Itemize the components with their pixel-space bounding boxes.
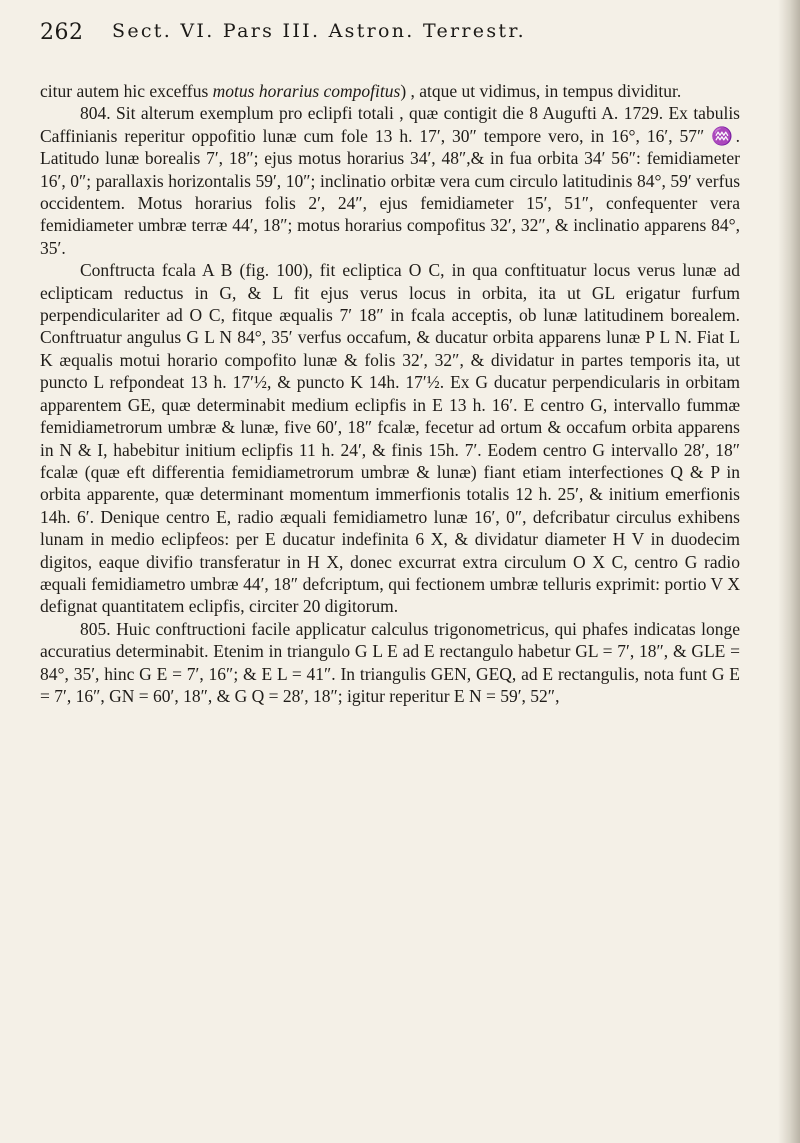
- paragraph-continuation: [40, 80, 740, 102]
- paragraph-continuation-start: citur autem hic exceffus: [40, 81, 213, 101]
- paragraph-805: 805. Huic conftructioni facile applicatur calculus trigonometricus, qui phafes indicatas longe accuratius determinabit. Etenim in triangulo G L E ad E rectangulo habetur GL = 7′, 18″, & GLE = 84°, 35′, hinc G E = 7′, 16″; & E L = 41″. In triangulis GEN, GEQ, ad E rectangulis, nota funt G E = 7′, 16″, GN = 60′, 18″, & G Q = 28′, 18″; igitur reperitur E N = 59′, 52″,: [40, 618, 740, 706]
- running-head: Sect. VI. Pars III. Astron. Terrestr.: [112, 20, 526, 42]
- paragraph-construction: Conftructa fcala A B (fig. 100), fit ecliptica O C, in qua conftituatur locus verus lunæ ad eclipticam reductus in G, & L fit ejus verus locus in orbita, ita ut GL erigatur furfum perpendiculariter ad O C, fitque æqualis 7′ 18″ in fcala acceptis, ob lunæ latitudinem borealem. Conftruatur angulus G L N 84°, 35′ verfus occafum, & ducatur orbita apparens lunæ P L N. Fiat L K æqualis motui horario compofito lunæ & folis 32′, 32″, & dividatur in partes temporis ita, ut puncto L refpondeat 13 h. 17′½, & puncto K 14h. 17′½. Ex G ducatur perpendicularis in orbitam apparentem GE, quæ determinabit medium eclipfis in E 13 h. 16′. E centro G, intervallo fummæ femidiametrorum umbræ & lunæ, five 60′, 18″ fcalæ, fecetur ad ortum & occafum orbita apparens in N & I, habebitur initium eclipfis 11 h. 24′, & finis 15h. 7′. Eodem centro G intervallo 28′, 18″ fcalæ (quæ eft differentia femidiametrorum umbræ & lunæ) fiant etiam interfectiones Q & P in orbita apparente, quæ determinant momentum immerfionis totalis 12 h. 25′, & initium emerfionis 14h. 6′. Denique centro E, radio æquali femidiametro lunæ 16′, 0″, defcribatur circulus exhibens lunam in medio eclipfeos: per E ducatur indefinita 6 X, & dividatur diameter H V in duodecim digitos, eaque divifio transferatur in H X, donec excurrat extra circulum O X C, centro G radio æquali femidiametro umbræ 44′, 18″ defcriptum, qui fectionem umbræ telluris exprimit: portio V X defignat quantitatem eclipfis, circiter 20 digitorum.: [40, 260, 740, 617]
- page-edge-shadow: [778, 0, 800, 1143]
- paragraph-continuation-end: ) , atque ut vidimus, in tempus dividitur.: [400, 81, 682, 101]
- body-text: [40, 80, 740, 707]
- page-header: [40, 20, 740, 60]
- paragraph-804: 804. Sit alterum exemplum pro eclipfi totali , quæ contigit die 8 Augufti A. 1729. Ex tabulis Caffinianis reperitur oppofitio lunæ cum fole 13 h. 17′, 30″ tempore vero, in 16°, 16′, 57″ ♒. Latitudo lunæ borealis 7′, 18″; ejus motus horarius 34′, 48″,& in fua orbita 34′ 56″: femidiameter 16′, 0″; parallaxis horizontalis 59′, 10″; inclinatio orbitæ vera cum circulo latitudinis 84°, 59′ verfus occidentem. Motus horarius folis 2′, 24″, ejus femidiameter 15′, 51″, confequenter vera femidiameter umbræ terræ 44′, 18″; motus horarius compofitus 32′, 32″, & inclinatio apparens 84°, 35′.: [40, 103, 740, 258]
- paragraph-continuation-italic: motus horarius compofitus: [212, 81, 401, 101]
- page-number: 262: [40, 20, 84, 45]
